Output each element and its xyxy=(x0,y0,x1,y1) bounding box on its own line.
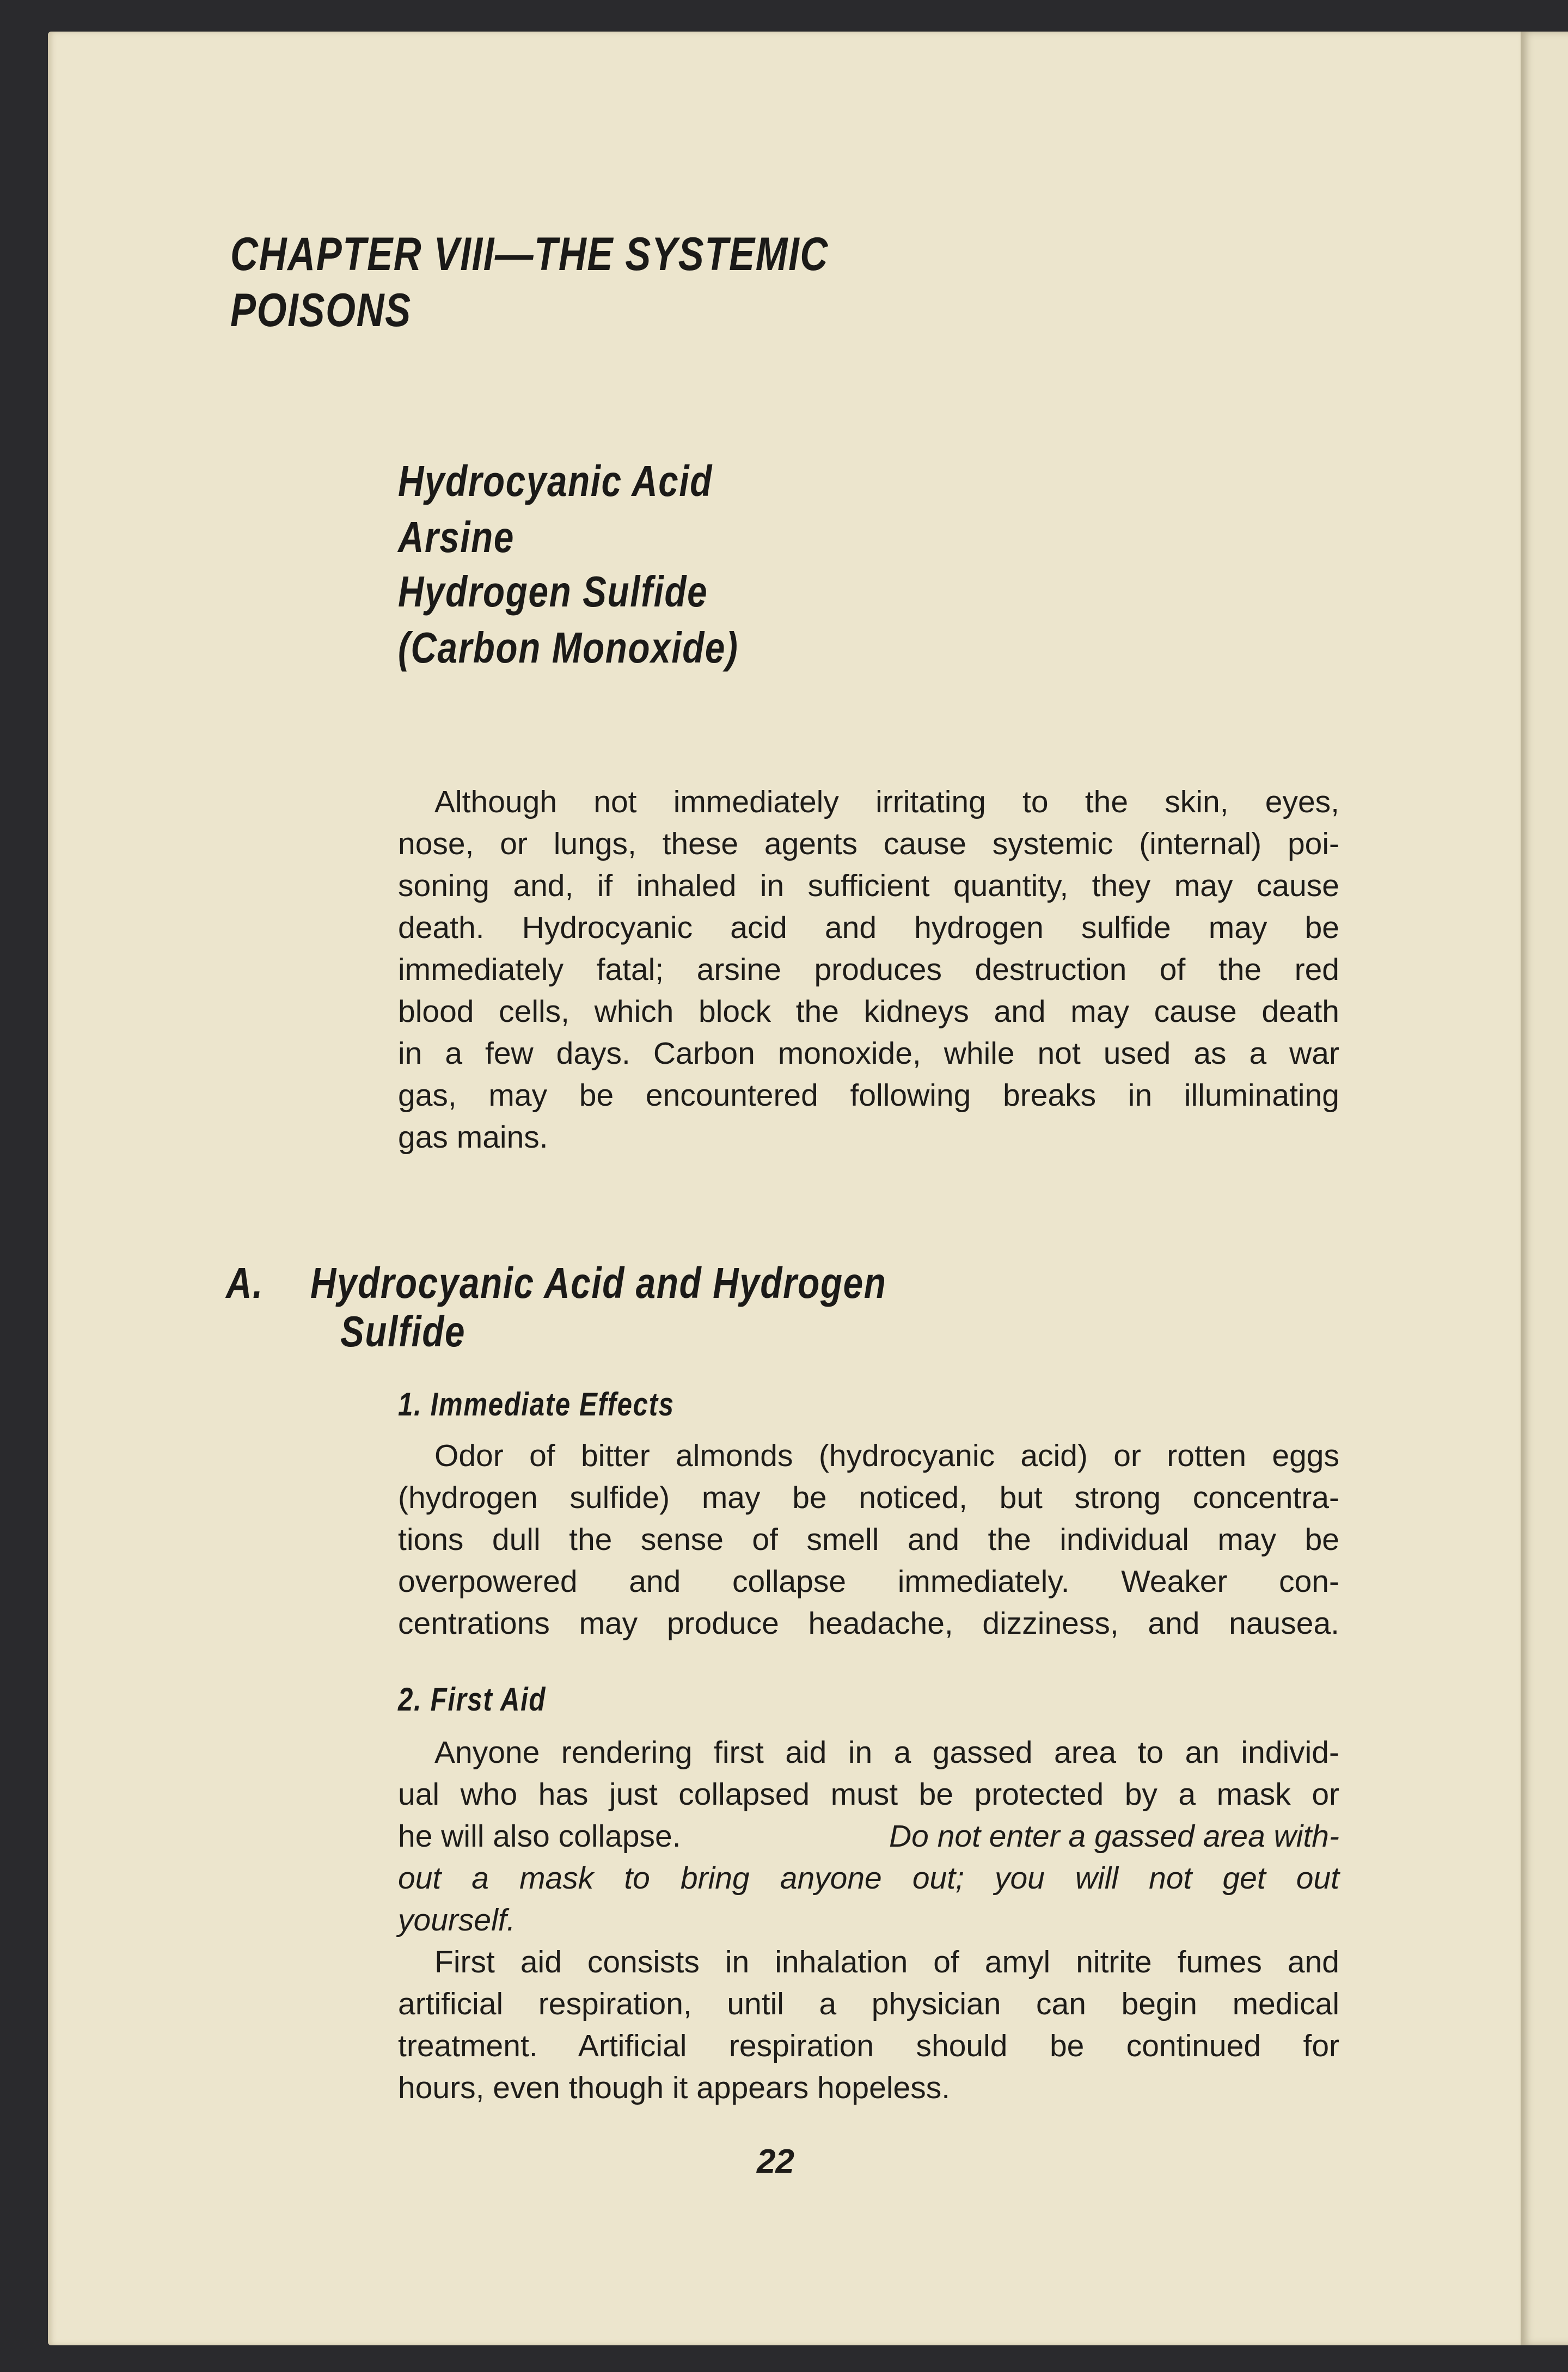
warning-line: out a mask to bring anyone out; you will not get out xyxy=(398,1861,1339,1896)
body-line: overpowered and collapse immediately. Weaker con- xyxy=(398,1564,1339,1599)
intro-line: gas, may be encountered following breaks in illuminating xyxy=(398,1078,1339,1113)
body-line: hours, even though it appears hopeless. xyxy=(398,2070,951,2105)
section-letter: A. xyxy=(226,1259,264,1307)
intro-line: soning and, if inhaled in sufficient quantity, they may cause xyxy=(398,868,1339,903)
body-line: (hydrogen sulfide) may be noticed, but strong concentra- xyxy=(398,1480,1339,1515)
agent-item: Hydrocyanic Acid xyxy=(398,457,713,505)
intro-line: Although not immediately irritating to the skin, eyes, xyxy=(434,784,1339,819)
chapter-title-line-1: CHAPTER VIII—THE SYSTEMIC xyxy=(230,228,829,280)
section-title-line-2: Sulfide xyxy=(340,1307,466,1356)
intro-line: in a few days. Carbon monoxide, while not used as a war xyxy=(398,1036,1339,1071)
body-line: treatment. Artificial respiration should be continued for xyxy=(398,2028,1339,2063)
subsection-title-immediate-effects: 1. Immediate Effects xyxy=(398,1386,675,1423)
body-line: centrations may produce headache, dizziness, and nausea. xyxy=(398,1606,1339,1641)
intro-line: immediately fatal; arsine produces destruction of the red xyxy=(398,952,1339,987)
intro-line: nose, or lungs, these agents cause systemic (internal) poi- xyxy=(398,826,1339,861)
body-line: ual who has just collapsed must be protected by a mask or xyxy=(398,1777,1339,1812)
warning-text: Do not enter a gassed area with- xyxy=(889,1819,1339,1854)
intro-line: gas mains. xyxy=(398,1120,548,1155)
body-line: Anyone rendering first aid in a gassed area to an individ- xyxy=(434,1735,1339,1770)
intro-line: blood cells, which block the kidneys and may cause death xyxy=(398,994,1339,1029)
agent-item: (Carbon Monoxide) xyxy=(398,623,739,672)
body-line: artificial respiration, until a physician can begin medical xyxy=(398,1987,1339,2021)
body-line: First aid consists in inhalation of amyl nitrite fumes and xyxy=(434,1945,1339,1979)
facing-page-edge xyxy=(1521,32,1568,2345)
body-text: he will also collapse. xyxy=(398,1819,681,1854)
page-number: 22 xyxy=(757,2143,794,2180)
body-line: Odor of bitter almonds (hydrocyanic acid) or rotten eggs xyxy=(434,1438,1339,1473)
intro-line: death. Hydrocyanic acid and hydrogen sulfide may be xyxy=(398,910,1339,945)
body-line-mixed xyxy=(398,1816,1339,1858)
body-line: tions dull the sense of smell and the individual may be xyxy=(398,1522,1339,1557)
section-title-line-1: Hydrocyanic Acid and Hydrogen xyxy=(310,1259,887,1307)
subsection-title-first-aid: 2. First Aid xyxy=(398,1681,547,1718)
warning-line: yourself. xyxy=(398,1903,516,1938)
chapter-title-line-2: POISONS xyxy=(230,284,412,336)
agent-item: Hydrogen Sulfide xyxy=(398,567,708,616)
agent-item: Arsine xyxy=(398,513,515,561)
